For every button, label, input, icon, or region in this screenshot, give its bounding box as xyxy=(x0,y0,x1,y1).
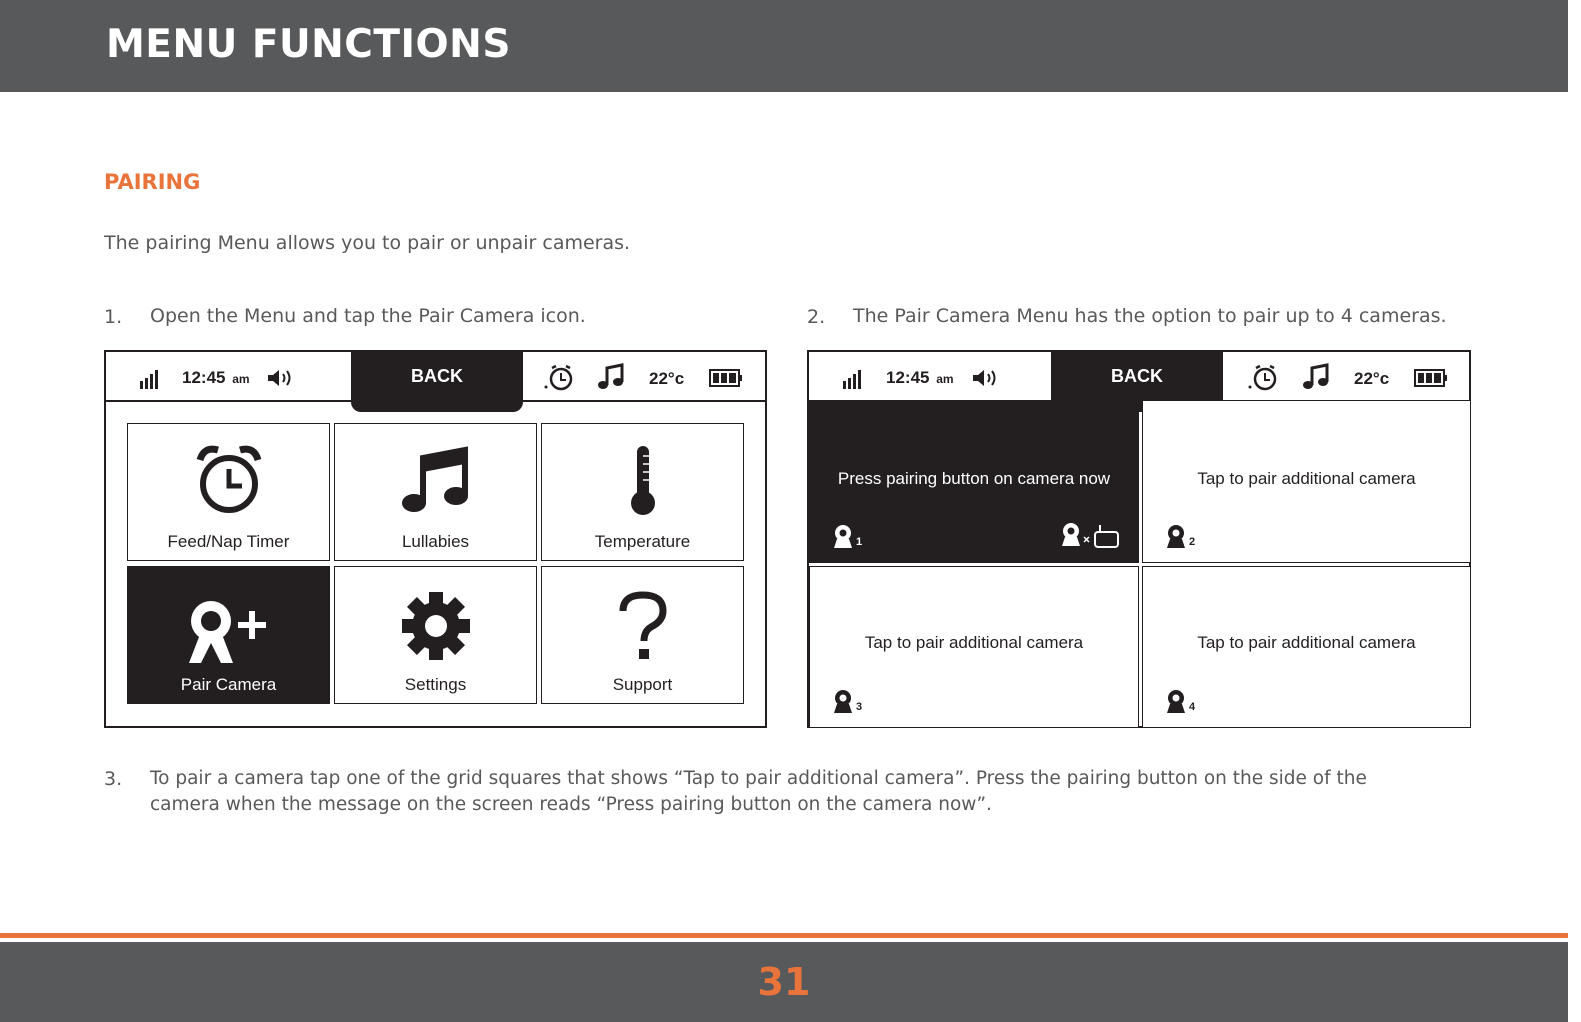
back-button[interactable]: BACK xyxy=(351,350,523,412)
camera-add-icon xyxy=(179,589,279,669)
music-note-icon xyxy=(401,442,471,516)
camera-to-monitor-icon xyxy=(1060,522,1122,550)
camera-slot-4[interactable] xyxy=(1142,566,1471,728)
slot-message: Press pairing button on camera now xyxy=(837,469,1111,488)
camera-icon xyxy=(832,689,854,715)
camera-slot-2[interactable] xyxy=(1142,400,1471,563)
menu-screen xyxy=(104,350,767,728)
clock-ampm: am xyxy=(232,372,250,386)
alarm-icon xyxy=(1247,364,1279,392)
tile-label: Support xyxy=(612,675,673,694)
music-icon xyxy=(1301,363,1331,391)
step-3-number: 3. xyxy=(104,768,123,790)
slot-message: Tap to pair additional camera xyxy=(864,633,1084,652)
thermometer-icon xyxy=(623,442,663,518)
tile-lullabies[interactable] xyxy=(334,423,537,561)
step-3-text-line1: To pair a camera tap one of the grid squares that shows “Tap to pair additional camera”. Press the pairing button on the side of the xyxy=(150,768,1367,789)
camera-number: 3 xyxy=(856,701,863,713)
tile-label: Temperature xyxy=(594,532,691,551)
section-heading: PAIRING xyxy=(104,170,201,194)
tile-label: Pair Camera xyxy=(180,675,277,694)
camera-slot-3[interactable] xyxy=(809,566,1139,728)
camera-icon xyxy=(832,524,854,550)
camera-slot-1[interactable] xyxy=(809,400,1139,563)
camera-number: 4 xyxy=(1189,701,1196,713)
page-footer xyxy=(0,942,1568,1022)
temperature-readout: 22°c xyxy=(649,369,685,388)
clock-time: 12:45 xyxy=(886,368,930,387)
gear-icon xyxy=(401,591,471,661)
question-icon xyxy=(613,589,673,665)
speaker-icon[interactable] xyxy=(971,367,1001,389)
step-2-text: The Pair Camera Menu has the option to pair up to 4 cameras. xyxy=(853,305,1447,327)
camera-icon xyxy=(1165,689,1187,715)
alarm-clock-icon xyxy=(194,442,264,516)
battery-icon xyxy=(1414,368,1448,388)
pair-camera-screen xyxy=(807,350,1471,728)
temperature-readout: 22°c xyxy=(1354,369,1390,388)
tile-label: Settings xyxy=(404,675,467,694)
speaker-icon[interactable] xyxy=(266,367,296,389)
step-2-number: 2. xyxy=(807,306,826,328)
status-bar xyxy=(809,352,1469,402)
tile-feed-nap-timer[interactable] xyxy=(127,423,330,561)
page-header xyxy=(0,0,1568,92)
step-1-text: Open the Menu and tap the Pair Camera icon. xyxy=(150,305,586,327)
tile-settings[interactable] xyxy=(334,566,537,704)
camera-number: 1 xyxy=(856,536,863,548)
page-title: MENU FUNCTIONS xyxy=(106,22,511,67)
camera-number: 2 xyxy=(1189,536,1196,548)
page-number: 31 xyxy=(757,960,811,1004)
tile-temperature[interactable] xyxy=(541,423,744,561)
slot-message: Tap to pair additional camera xyxy=(1197,633,1416,652)
music-icon xyxy=(596,363,626,391)
back-button[interactable]: BACK xyxy=(1051,350,1223,412)
battery-icon xyxy=(709,368,743,388)
clock-time: 12:45 xyxy=(182,368,226,387)
alarm-icon xyxy=(543,364,575,392)
clock-ampm: am xyxy=(936,372,954,386)
footer-divider xyxy=(0,933,1568,938)
signal-icon xyxy=(842,368,864,390)
slot-message: Tap to pair additional camera xyxy=(1197,469,1416,488)
signal-icon xyxy=(139,368,161,390)
step-3-text-line2: camera when the message on the screen reads “Press pairing button on the camera now”. xyxy=(150,794,992,815)
tile-pair-camera[interactable] xyxy=(127,566,330,704)
tile-support[interactable] xyxy=(541,566,744,704)
tile-label: Lullabies xyxy=(401,532,470,551)
status-bar xyxy=(106,352,765,402)
camera-icon xyxy=(1165,524,1187,550)
step-1-number: 1. xyxy=(104,306,123,328)
tile-label: Feed/Nap Timer xyxy=(167,532,290,551)
intro-text: The pairing Menu allows you to pair or unpair cameras. xyxy=(104,232,631,254)
